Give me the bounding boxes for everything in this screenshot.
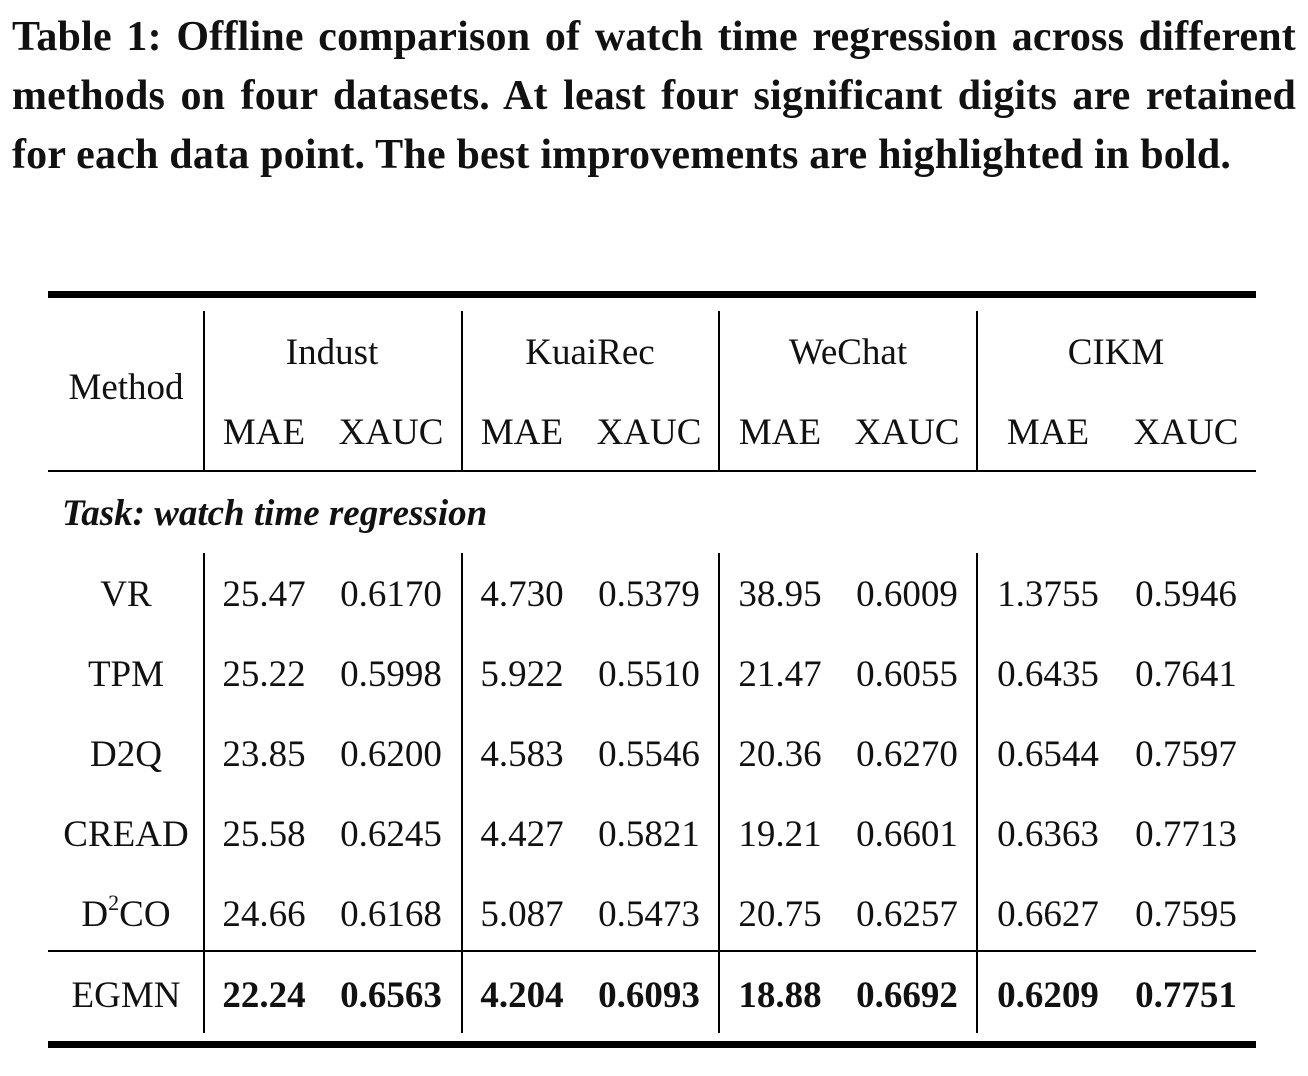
table-cell: 38.95 [738,574,822,615]
method-name: D2Q [90,734,162,775]
table-cell: 5.087 [480,894,564,935]
body-divider [718,553,720,1033]
table-cell: 0.6245 [340,814,442,855]
best-row-rule [48,950,1256,952]
method-name-tail: CO [119,894,171,935]
table-cell: 0.6200 [340,734,442,775]
table-cell: 0.5946 [1135,574,1237,615]
method-header: Method [68,367,184,408]
table-caption: Table 1: Offline comparison of watch time regression across different methods on four datasets. At least four significant digits are retained for each data point. The best improvements are highlighted in bold. [12,14,1296,178]
dataset-header-wechat: WeChat [788,332,908,373]
table-cell: 0.6435 [997,654,1099,695]
top-rule [48,291,1256,298]
table-cell: 5.922 [480,654,564,695]
table-cell: 1.3755 [997,574,1099,615]
table-cell: 0.5379 [598,574,700,615]
table-cell: 0.5821 [598,814,700,855]
best-cell: 22.24 [222,975,306,1016]
method-name-base: D [81,894,109,935]
table-cell: 0.5546 [598,734,700,775]
table-cell: 25.58 [222,814,306,855]
table-cell: 0.6363 [997,814,1099,855]
table-cell: 4.730 [480,574,564,615]
table-cell: 0.7713 [1135,814,1237,855]
table-cell: 25.47 [222,574,306,615]
table-cell: 4.583 [480,734,564,775]
dataset-header-indust: Indust [285,332,379,373]
table-cell: 0.6270 [856,734,958,775]
table-cell: 25.22 [222,654,306,695]
best-cell: 0.6209 [997,975,1099,1016]
table-cell: 0.7595 [1135,894,1237,935]
method-name [81,890,171,936]
metric-header: XAUC [596,412,702,453]
dataset-header-cikm: CIKM [1067,332,1165,373]
table-cell: 0.6257 [856,894,958,935]
best-cell: 0.6692 [856,975,958,1016]
method-name-best: EGMN [71,975,181,1016]
method-name: TPM [87,654,165,695]
metric-header: XAUC [338,412,444,453]
table-cell: 20.75 [738,894,822,935]
metric-header: XAUC [854,412,960,453]
table-cell: 0.6009 [856,574,958,615]
method-name: VR [100,574,152,615]
best-cell: 18.88 [738,975,822,1016]
table-cell: 19.21 [738,814,822,855]
body-divider [203,553,205,1033]
body-divider [976,553,978,1033]
table-cell: 0.5510 [598,654,700,695]
table-cell: 24.66 [222,894,306,935]
metric-header: MAE [738,412,822,453]
table-cell: 0.5998 [340,654,442,695]
body-divider [461,553,463,1033]
table-cell: 20.36 [738,734,822,775]
table-cell: 0.6544 [997,734,1099,775]
table-cell: 21.47 [738,654,822,695]
table-cell: 23.85 [222,734,306,775]
table-cell: 0.6168 [340,894,442,935]
table-cell: 0.6170 [340,574,442,615]
table-cell: 0.7597 [1135,734,1237,775]
table-cell: 4.427 [480,814,564,855]
header-rule [48,470,1256,472]
metric-header: MAE [222,412,306,453]
table-cell: 0.6055 [856,654,958,695]
table-cell: 0.7641 [1135,654,1237,695]
metric-header: XAUC [1133,412,1239,453]
bottom-rule [48,1041,1256,1048]
header-divider [461,311,463,471]
task-label: Task: watch time regression [62,493,488,534]
best-cell: 0.6093 [598,975,700,1016]
table-cell: 0.5473 [598,894,700,935]
best-cell: 0.6563 [340,975,442,1016]
method-name: CREAD [63,814,189,855]
method-name-superscript: 2 [108,890,120,915]
metric-header: MAE [480,412,564,453]
dataset-header-kuairec: KuaiRec [525,332,655,373]
metric-header: MAE [1006,412,1090,453]
table-cell: 0.6627 [997,894,1099,935]
best-cell: 0.7751 [1135,975,1237,1016]
header-divider [718,311,720,471]
header-divider [976,311,978,471]
table-cell: 0.6601 [856,814,958,855]
header-divider [203,311,205,471]
best-cell: 4.204 [480,975,564,1016]
